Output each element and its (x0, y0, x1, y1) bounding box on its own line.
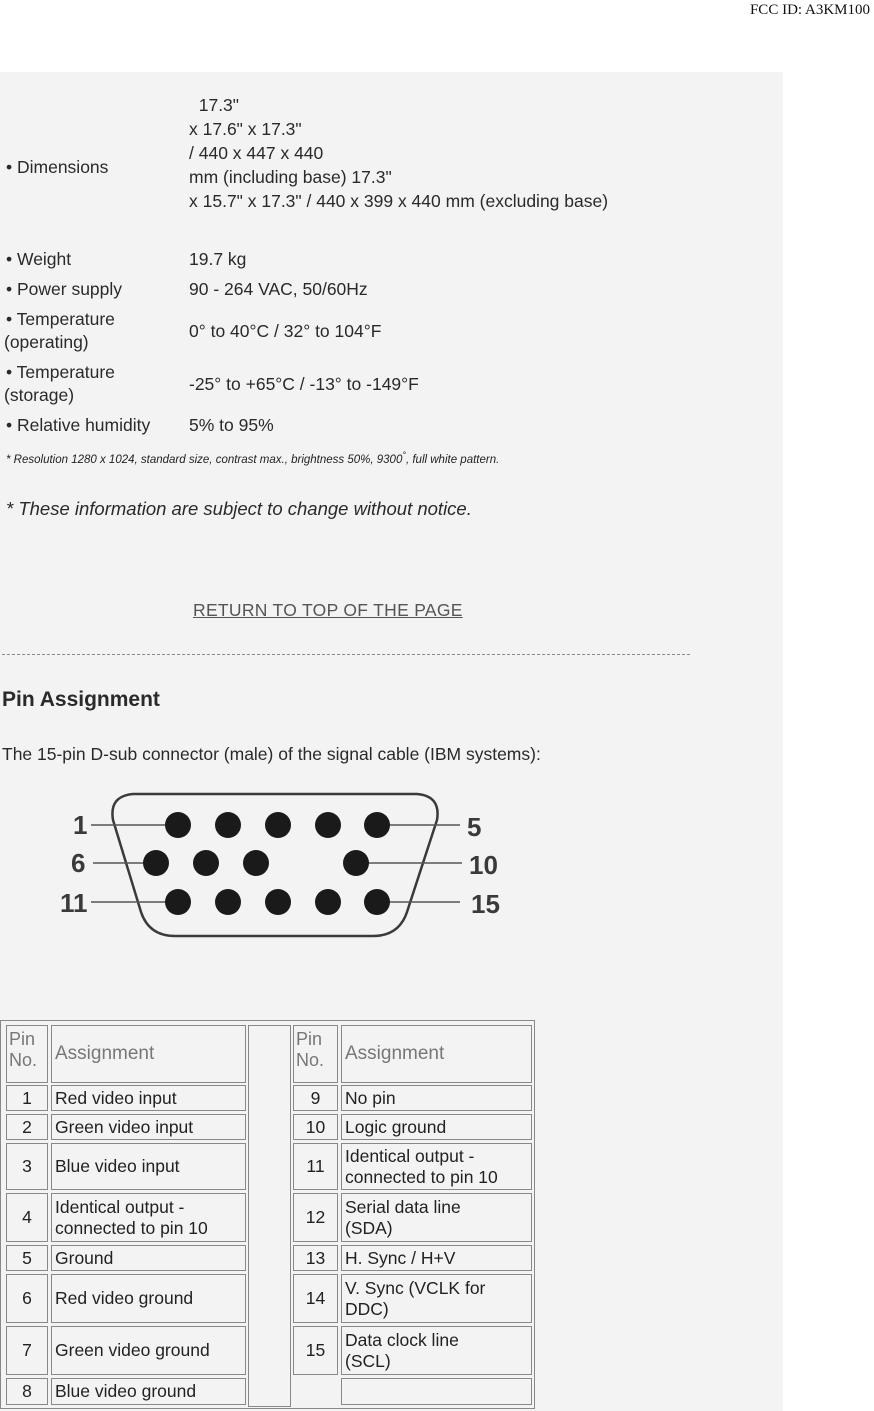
spec-value-line: / 440 x 447 x 440 (189, 143, 324, 163)
footnote-text: * Resolution 1280 x 1024, standard size, contrast max., brightness 50%, 9300 (6, 453, 403, 466)
pin-dot (143, 850, 169, 876)
pin-dot (265, 812, 291, 838)
spec-label: (storage) (4, 385, 75, 405)
connector-label-5: 5 (467, 812, 482, 842)
fcc-id: FCC ID: A3KM100 (749, 2, 870, 18)
connector-label-11: 11 (60, 888, 88, 918)
header-pin-text: Pin (9, 1029, 36, 1049)
header-no-text: No. (296, 1050, 325, 1070)
divider (2, 654, 690, 655)
dsub-connector-diagram (55, 780, 515, 945)
pin-number: 4 (6, 1193, 48, 1242)
spec-value-line: 17.3" (189, 95, 239, 115)
assignment-line: connected to pin 10 (55, 1217, 208, 1238)
connector-label-6: 6 (71, 848, 86, 878)
pin-number: 2 (6, 1114, 48, 1140)
assignment-line: Identical output - (55, 1196, 185, 1217)
pin-assignment: Red video ground (51, 1274, 246, 1323)
pin-assignment (341, 1143, 532, 1190)
pin-dot (315, 889, 341, 915)
pin-dot (364, 889, 390, 915)
pin-number: 9 (293, 1085, 338, 1111)
assignment-line: Serial data line (345, 1196, 461, 1217)
pin-number: 3 (6, 1143, 48, 1190)
pin-assignment: Green video ground (51, 1326, 246, 1375)
resolution-footnote (6, 450, 499, 466)
footnote-tail: , full white pattern. (405, 453, 500, 466)
spec-value: 0° to 40°C / 32° to 104°F (189, 321, 382, 341)
spec-value: -25° to +65°C / -13° to -149°F (189, 374, 419, 394)
assignment-line: Identical output - (345, 1145, 475, 1166)
spec-label: • Temperature (6, 362, 115, 382)
pin-dot (165, 889, 191, 915)
pin-assignment-table (0, 1020, 535, 1409)
pin-number: 12 (293, 1193, 338, 1242)
connector-label-1: 1 (73, 810, 88, 840)
pin-number: 10 (293, 1114, 338, 1140)
pin-assignment: Green video input (51, 1114, 246, 1140)
pin-dot (193, 850, 219, 876)
pin-assignment: Red video input (51, 1085, 246, 1111)
spec-value: 90 - 264 VAC, 50/60Hz (189, 279, 368, 299)
spec-value-line: mm (including base) 17.3" (189, 167, 392, 187)
spec-label: • Dimensions (6, 157, 109, 177)
change-notice: * These information are subject to change without notice. (6, 498, 472, 519)
pin-dot (343, 850, 369, 876)
pin-assignment: Blue video input (51, 1143, 246, 1190)
assignment-line: DDC) (345, 1298, 389, 1319)
pin-assignment (341, 1274, 532, 1323)
connector-label-10: 10 (469, 850, 498, 880)
table-spacer-column (248, 1025, 291, 1407)
pin-dot (215, 889, 241, 915)
pin-assignment: No pin (341, 1085, 532, 1111)
pin-assignment (341, 1326, 532, 1375)
pin-assignment: Ground (51, 1245, 246, 1271)
connector-label-15: 15 (471, 889, 500, 919)
assignment-line: V. Sync (VCLK for (345, 1277, 486, 1298)
assignment-line: Data clock line (345, 1329, 459, 1350)
pin-dot (215, 812, 241, 838)
pin-number: 7 (6, 1326, 48, 1375)
spec-value: 19.7 kg (189, 249, 247, 269)
pin-number: 6 (6, 1274, 48, 1323)
spec-label: • Power supply (6, 279, 123, 299)
assignment-line: connected to pin 10 (345, 1166, 498, 1187)
header-no-text: No. (9, 1050, 38, 1070)
pin-assignment: Logic ground (341, 1114, 532, 1140)
pin-number: 5 (6, 1245, 48, 1271)
spec-label: (operating) (4, 332, 89, 352)
pin-assignment: H. Sync / H+V (341, 1245, 532, 1271)
pin-assignment: Blue video ground (51, 1378, 246, 1405)
return-to-top-link[interactable]: RETURN TO TOP OF THE PAGE (193, 600, 463, 620)
header-pin-no (293, 1025, 338, 1083)
pin-dot (364, 812, 390, 838)
empty-cell (341, 1378, 532, 1405)
pin-assignment (51, 1193, 246, 1242)
pin-number: 15 (293, 1326, 338, 1375)
spec-value: 5% to 95% (189, 415, 274, 435)
pin-number: 13 (293, 1245, 338, 1271)
pin-dot (243, 850, 269, 876)
pin-assignment (341, 1193, 532, 1242)
pin-number: 1 (6, 1085, 48, 1111)
spec-value-line: x 17.6" x 17.3" (189, 119, 302, 139)
connector-intro: The 15-pin D-sub connector (male) of the signal cable (IBM systems): (2, 744, 541, 764)
header-assignment: Assignment (341, 1025, 532, 1083)
spec-label: • Relative humidity (6, 415, 151, 435)
section-title: Pin Assignment (2, 688, 160, 711)
header-pin-text: Pin (296, 1029, 323, 1049)
header-pin-no (6, 1025, 48, 1083)
pin-dot (265, 889, 291, 915)
assignment-line: (SDA) (345, 1217, 393, 1238)
spec-label: • Temperature (6, 309, 115, 329)
pin-number: 8 (6, 1378, 48, 1405)
pin-number: 14 (293, 1274, 338, 1323)
footnote-degree: ° (402, 450, 406, 460)
pin-dot (315, 812, 341, 838)
spec-label: • Weight (6, 249, 72, 269)
assignment-line: (SCL) (345, 1350, 391, 1371)
pin-number: 11 (293, 1143, 338, 1190)
spec-value-line: x 15.7" x 17.3" / 440 x 399 x 440 mm (excluding base) (189, 191, 609, 211)
header-assignment: Assignment (51, 1025, 246, 1083)
pin-dot (165, 812, 191, 838)
